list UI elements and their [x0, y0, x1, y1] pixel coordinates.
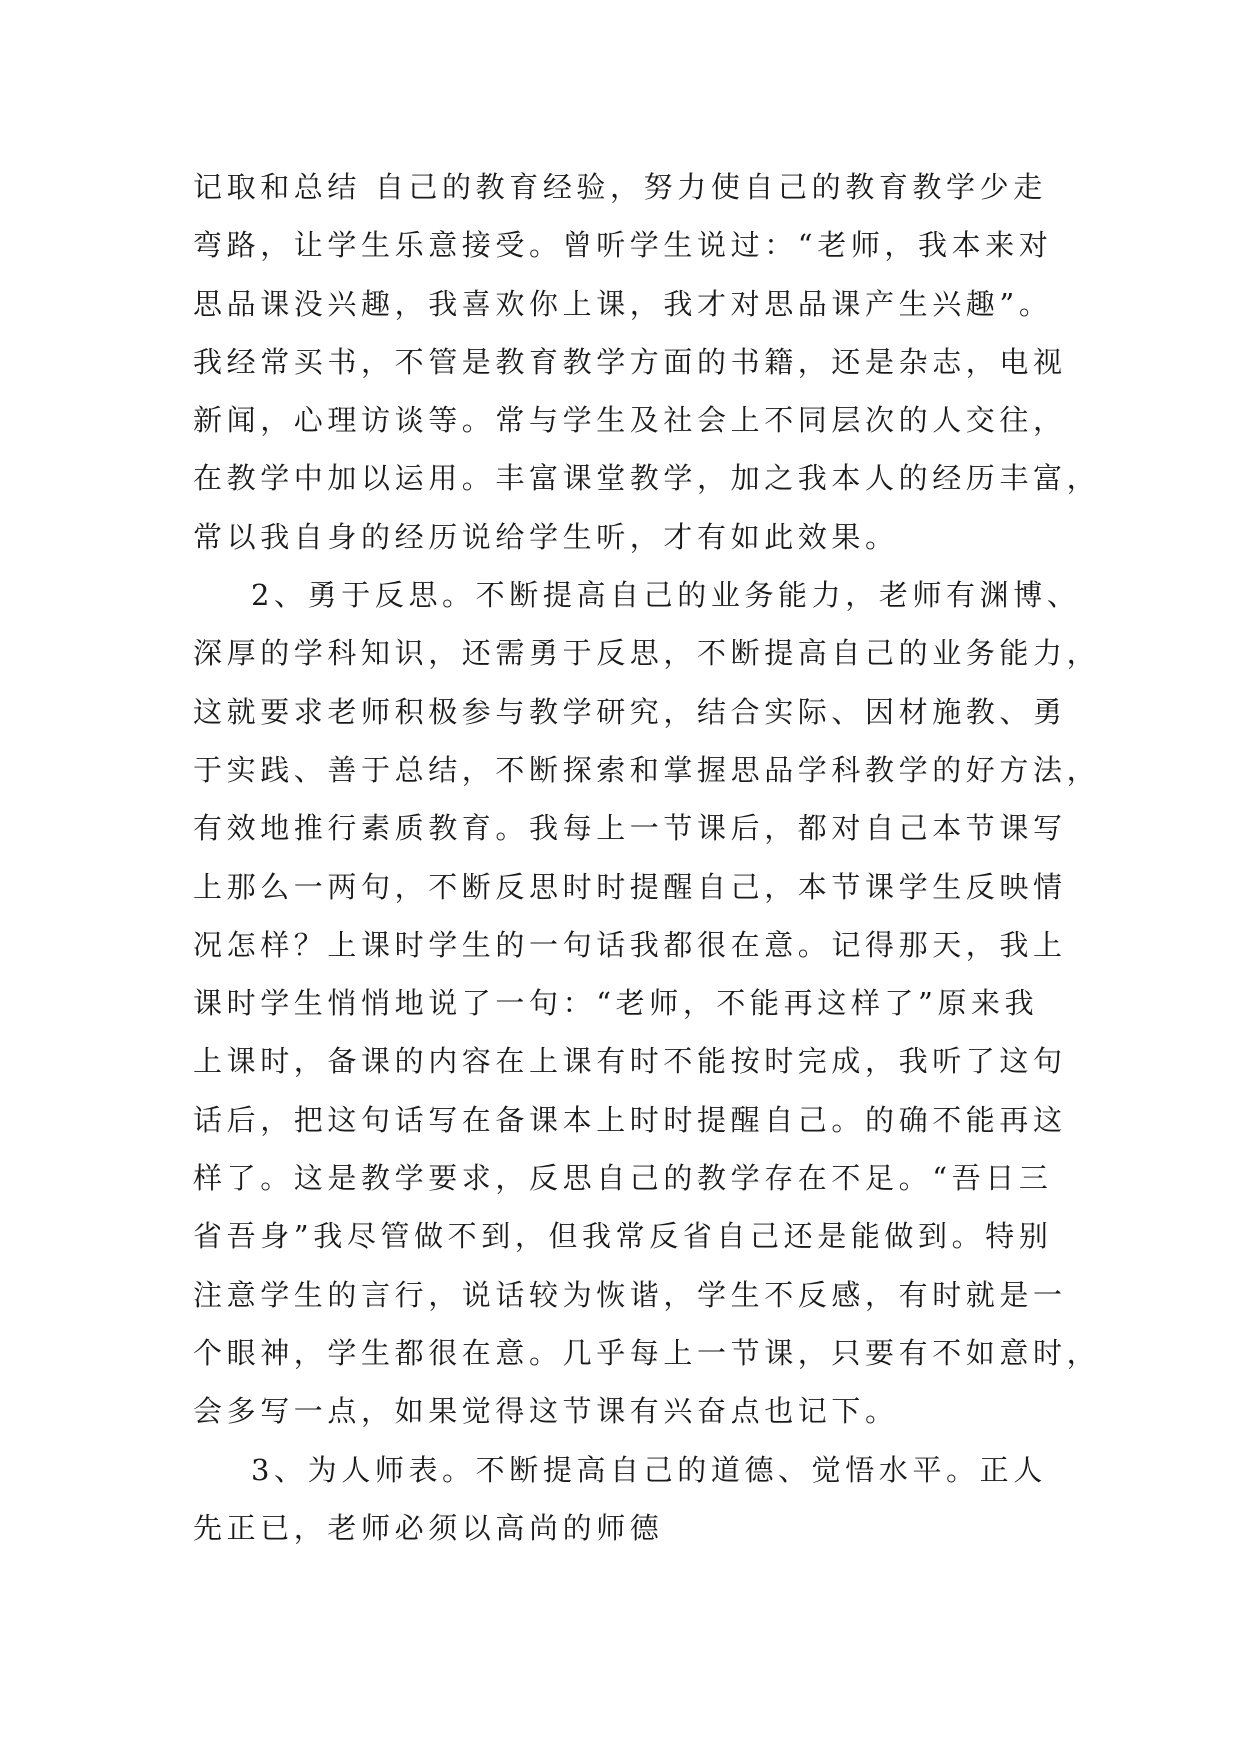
text-line: 课时学生悄悄地说了一句：“老师，不能再这样了”原来我: [193, 986, 1039, 1021]
text-line: 思品课没兴趣，我喜欢你上课，我才对思品课产生兴趣”。: [193, 286, 1053, 321]
text-line: 新闻，心理访谈等。常与学生及社会上不同层次的人交往，: [193, 403, 1067, 438]
text-line: 话后，把这句话写在备课本上时时提醒自己。的确不能再这: [193, 1102, 1067, 1137]
text-line: 我经常买书，不管是教育教学方面的书籍，还是杂志，电视: [193, 344, 1067, 379]
text-line: 会多写一点，如果觉得这节课有兴奋点也记下。: [193, 1394, 899, 1429]
text-line: 记取和总结 自己的教育经验，努力使自己的教育教学少走: [193, 170, 1047, 204]
body-text: [193, 158, 1101, 1557]
text-line: 上那么一两句，不断反思时时提醒自己，本节课学生反映情: [193, 869, 1067, 904]
text-line: 上课时，备课的内容在上课有时不能按时完成，我听了这句: [193, 1044, 1067, 1079]
text-line: 有效地推行素质教育。我每上一节课后，都对自己本节课写: [193, 811, 1067, 846]
text-line: 个眼神，学生都很在意。几乎每上一节课，只要有不如意时，: [193, 1335, 1101, 1370]
paragraph-start-line: 3、为人师表。不断提高自己的道德、觉悟水平。正人: [251, 1452, 1047, 1487]
text-line: 于实践、善于总结，不断探索和掌握思品学科教学的好方法，: [193, 752, 1101, 787]
text-line: 这就要求老师积极参与教学研究，结合实际、因材施教、勇: [193, 694, 1067, 729]
paragraph-start-line: 2、勇于反思。不断提高自己的业务能力，老师有渊博、: [251, 578, 1081, 613]
text-line: 弯路，让学生乐意接受。曾听学生说过：“老师，我本来对: [193, 228, 1053, 263]
text-line: 先正已，老师必须以高尚的师德: [193, 1510, 664, 1545]
text-line: 在教学中加以运用。丰富课堂教学，加之我本人的经历丰富，: [193, 461, 1101, 496]
text-line: 样了。这是教学要求，反思自己的教学存在不足。“吾日三: [193, 1161, 1053, 1196]
text-line: 常以我自身的经历说给学生听，才有如此效果。: [193, 519, 899, 554]
text-line: 况怎样？上课时学生的一句话我都很在意。记得那天，我上: [193, 927, 1067, 962]
text-line: 注意学生的言行，说话较为恢谐，学生不反感，有时就是一: [193, 1277, 1067, 1312]
text-line: 省吾身”我尽管做不到，但我常反省自己还是能做到。特别: [193, 1219, 1053, 1254]
text-line: 深厚的学科知识，还需勇于反思，不断提高自己的业务能力，: [193, 636, 1101, 671]
